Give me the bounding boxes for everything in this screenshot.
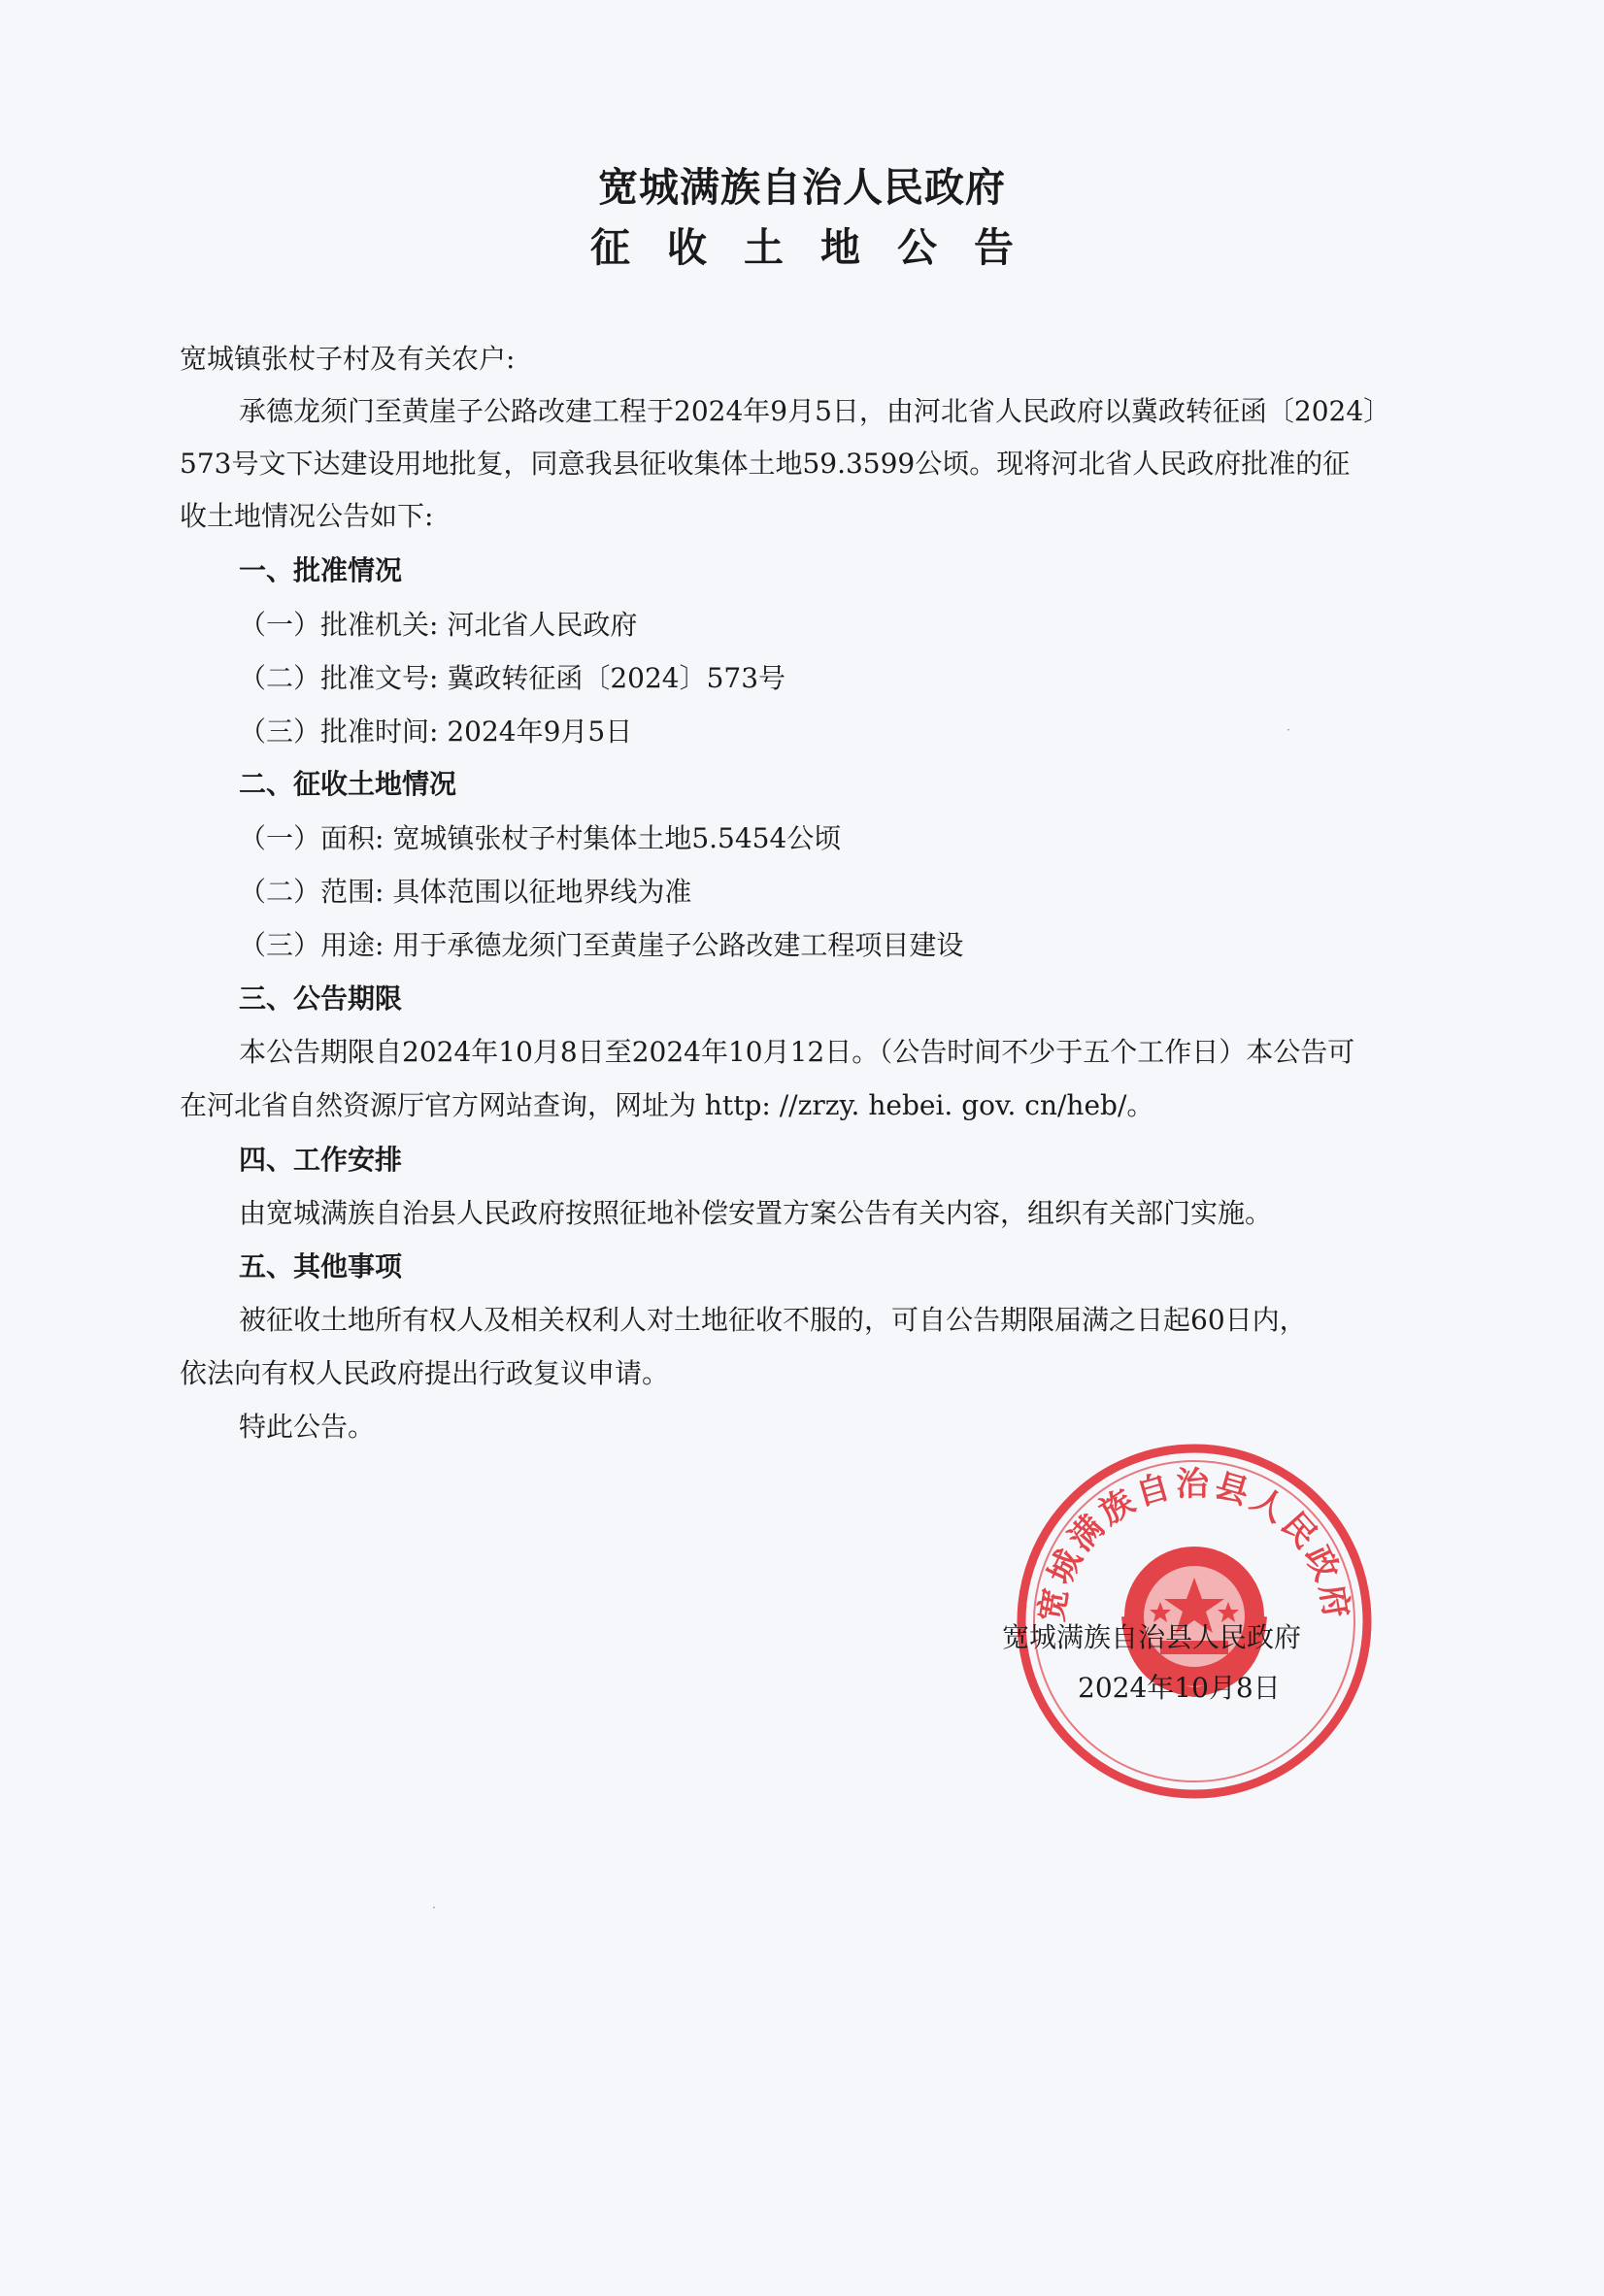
- approval-item-2: （二）批准文号: 冀政转征函〔2024〕573号: [239, 662, 786, 694]
- scan-speck: ·: [432, 1901, 436, 1914]
- signature-organization: 宽城满族自治县人民政府: [1002, 1621, 1302, 1653]
- approval-item-1: （一）批准机关: 河北省人民政府: [239, 609, 638, 641]
- approval-item-3: （三）批准时间: 2024年9月5日: [239, 715, 633, 748]
- other-line-2: 依法向有权人民政府提出行政复议申请。: [180, 1357, 670, 1389]
- land-item-2: （二）范围: 具体范围以征地界线为准: [239, 876, 692, 908]
- salutation: 宽城镇张杖子村及有关农户:: [180, 343, 516, 375]
- land-item-1: （一）面积: 宽城镇张杖子村集体土地5.5454公顷: [239, 822, 842, 854]
- closing-text: 特此公告。: [239, 1411, 376, 1443]
- section-heading-work: 四、工作安排: [239, 1144, 403, 1176]
- period-line-2: 在河北省自然资源厅官方网站查询，网址为 http: //zrzy. hebei. gov. cn/heb/。: [180, 1089, 1154, 1121]
- intro-line-2: 573号文下达建设用地批复，同意我县征收集体土地59.3599公顷。现将河北省人民政府批准的征: [180, 448, 1351, 480]
- other-line-1: 被征收土地所有权人及相关权利人对土地征收不服的，可自公告期限届满之日起60日内，: [239, 1304, 1307, 1336]
- seal-text: 宽城满族自治县人民政府: [1032, 1465, 1356, 1625]
- work-line-1: 由宽城满族自治县人民政府按照征地补偿安置方案公告有关内容，组织有关部门实施。: [239, 1197, 1273, 1229]
- intro-line-3: 收土地情况公告如下:: [180, 500, 434, 532]
- section-heading-approval: 一、批准情况: [239, 554, 403, 586]
- document-subtitle: 征收土地公告: [590, 224, 1051, 271]
- section-heading-land: 二、征收土地情况: [239, 768, 457, 800]
- section-heading-other: 五、其他事项: [239, 1250, 403, 1282]
- land-item-3: （三）用途: 用于承德龙须门至黄崖子公路改建工程项目建设: [239, 929, 964, 961]
- section-heading-period: 三、公告期限: [239, 982, 403, 1015]
- scan-speck: ·: [1287, 723, 1290, 737]
- signature-date: 2024年10月8日: [1078, 1672, 1281, 1704]
- intro-line-1: 承德龙须门至黄崖子公路改建工程于2024年9月5日，由河北省人民政府以冀政转征函〔2024〕: [239, 395, 1391, 427]
- document-title: 宽城满族自治人民政府: [598, 164, 1006, 211]
- period-line-1: 本公告期限自2024年10月8日至2024年10月12日。（公告时间不少于五个工作日）本公告可: [239, 1036, 1355, 1068]
